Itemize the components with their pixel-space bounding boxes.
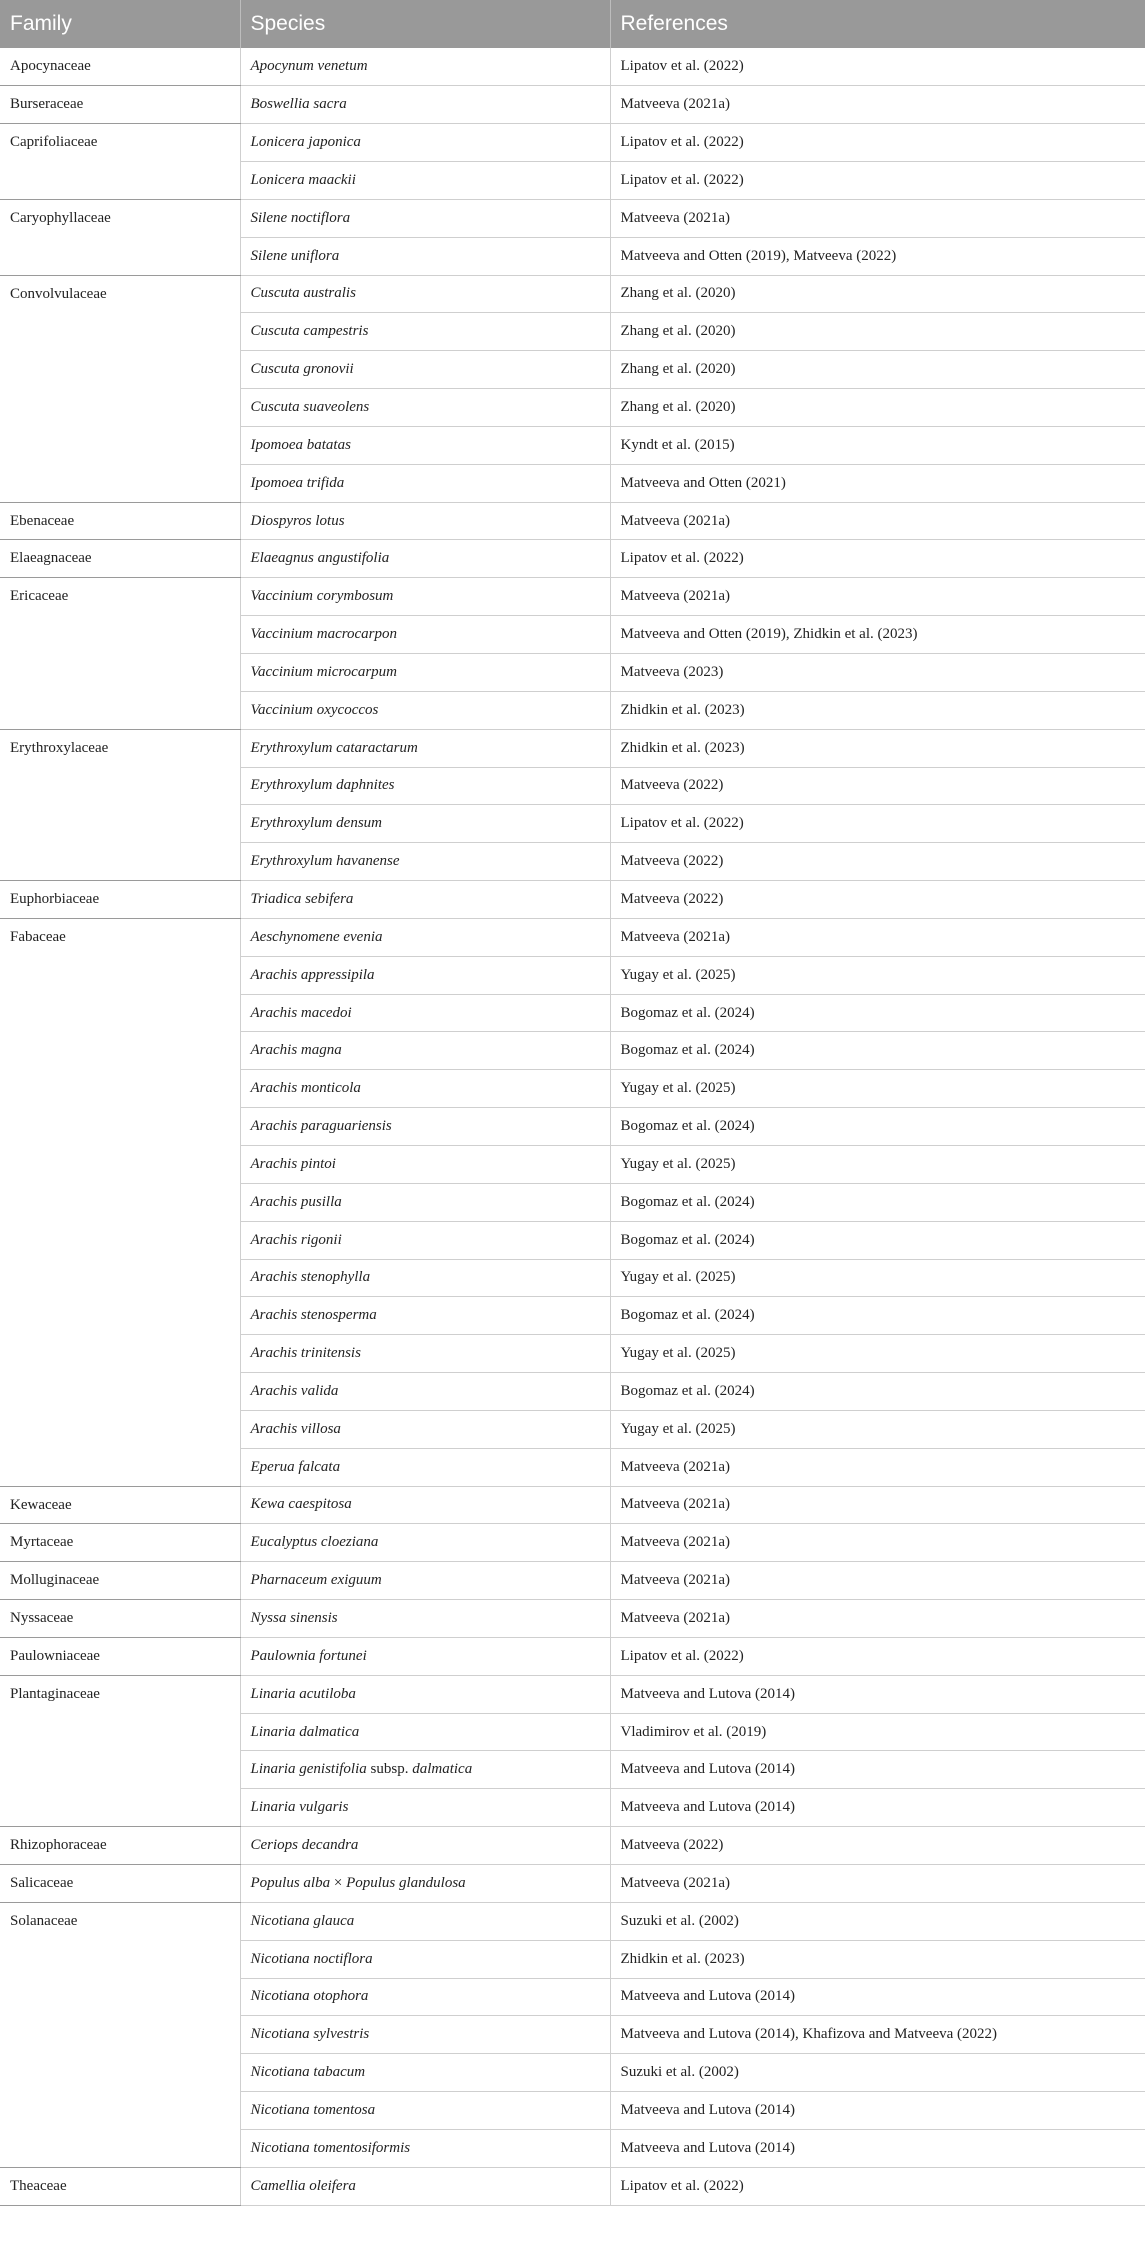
- reference-cell: Suzuki et al. (2002): [610, 1902, 1145, 1940]
- species-cell: [240, 313, 610, 351]
- species-cell: [240, 1524, 610, 1562]
- reference-cell: Zhidkin et al. (2023): [610, 729, 1145, 767]
- species-name: Arachis magna: [250, 1042, 342, 1059]
- table-row: [0, 1675, 1145, 1713]
- species-name: Lonicera maackii: [250, 171, 356, 188]
- species-name: Arachis pintoi: [250, 1155, 336, 1172]
- reference-cell: Yugay et al. (2025): [610, 1145, 1145, 1183]
- species-cell: [240, 124, 610, 162]
- table-row: [0, 1524, 1145, 1562]
- species-name: Nicotiana noctiflora: [250, 1950, 373, 1967]
- species-name: Nyssa sinensis: [250, 1610, 338, 1627]
- reference-cell: Zhang et al. (2020): [610, 313, 1145, 351]
- species-cell: [240, 654, 610, 692]
- species-name: Vaccinium macrocarpon: [250, 626, 397, 643]
- family-cell: Paulowniaceae: [0, 1637, 240, 1675]
- species-cell: [240, 2129, 610, 2167]
- species-cell: [240, 918, 610, 956]
- species-name: Camellia oleifera: [250, 2177, 356, 2194]
- reference-cell: Zhang et al. (2020): [610, 275, 1145, 313]
- species-cell: [240, 805, 610, 843]
- species-cell: [240, 578, 610, 616]
- reference-cell: Lipatov et al. (2022): [610, 1637, 1145, 1675]
- reference-cell: Matveeva and Lutova (2014): [610, 1751, 1145, 1789]
- table-row: [0, 199, 1145, 237]
- table-row: [0, 124, 1145, 162]
- species-name-tail: dalmatica: [412, 1761, 473, 1778]
- species-cell: [240, 1713, 610, 1751]
- species-name: Cuscuta australis: [250, 285, 356, 302]
- reference-cell: Bogomaz et al. (2024): [610, 1108, 1145, 1146]
- species-cell: [240, 2016, 610, 2054]
- species-name: Arachis stenosperma: [250, 1307, 377, 1324]
- species-name: Silene uniflora: [250, 247, 340, 264]
- species-cell: [240, 389, 610, 427]
- family-cell: Salicaceae: [0, 1865, 240, 1903]
- reference-cell: Vladimirov et al. (2019): [610, 1713, 1145, 1751]
- species-name: Vaccinium corymbosum: [250, 588, 394, 605]
- header-row: [0, 0, 1145, 48]
- species-cell: [240, 1978, 610, 2016]
- table-row: [0, 1902, 1145, 1940]
- header-species: Species: [240, 0, 610, 48]
- species-cell: [240, 881, 610, 919]
- species-name: Silene noctiflora: [250, 209, 351, 226]
- species-name: Nicotiana glauca: [250, 1912, 355, 1929]
- species-cell: [240, 1789, 610, 1827]
- species-cell: [240, 2054, 610, 2092]
- species-name: Ipomoea batatas: [250, 436, 351, 453]
- species-name: Erythroxylum havanense: [250, 853, 400, 870]
- reference-cell: Matveeva and Lutova (2014): [610, 1789, 1145, 1827]
- family-cell: Nyssaceae: [0, 1600, 240, 1638]
- reference-cell: Matveeva (2021a): [610, 1865, 1145, 1903]
- species-name: Eucalyptus cloeziana: [250, 1534, 379, 1551]
- species-cell: [240, 1600, 610, 1638]
- species-cell: [240, 162, 610, 200]
- family-cell: Theaceae: [0, 2167, 240, 2205]
- family-cell: Convolvulaceae: [0, 275, 240, 502]
- species-cell: [240, 351, 610, 389]
- species-cell: [240, 1865, 610, 1903]
- species-cell: [240, 729, 610, 767]
- species-name: Paulownia fortunei: [250, 1647, 367, 1664]
- species-name: Linaria dalmatica: [250, 1723, 360, 1740]
- species-name: Nicotiana tomentosiformis: [250, 2139, 411, 2156]
- species-name: Erythroxylum cataractarum: [250, 739, 418, 756]
- reference-cell: Matveeva and Lutova (2014): [610, 2092, 1145, 2130]
- species-cell: [240, 1562, 610, 1600]
- reference-cell: Zhang et al. (2020): [610, 389, 1145, 427]
- reference-cell: Lipatov et al. (2022): [610, 124, 1145, 162]
- reference-cell: Matveeva and Lutova (2014): [610, 1978, 1145, 2016]
- species-name: Lonicera japonica: [250, 134, 361, 151]
- species-cell: [240, 275, 610, 313]
- reference-cell: Matveeva and Lutova (2014): [610, 2129, 1145, 2167]
- reference-cell: Matveeva (2021a): [610, 1524, 1145, 1562]
- reference-cell: Bogomaz et al. (2024): [610, 1373, 1145, 1411]
- species-cell: [240, 1827, 610, 1865]
- table-row: [0, 2167, 1145, 2205]
- reference-cell: Matveeva (2021a): [610, 1448, 1145, 1486]
- species-cell: [240, 86, 610, 124]
- family-cell: Fabaceae: [0, 918, 240, 1486]
- species-cell: [240, 691, 610, 729]
- reference-cell: Bogomaz et al. (2024): [610, 1032, 1145, 1070]
- species-name: Arachis monticola: [250, 1080, 361, 1097]
- species-connector: ×: [330, 1874, 347, 1891]
- reference-cell: Yugay et al. (2025): [610, 1410, 1145, 1448]
- species-name: Arachis valida: [250, 1382, 339, 1399]
- species-cell: [240, 1145, 610, 1183]
- species-name: Nicotiana otophora: [250, 1988, 369, 2005]
- species-name: Cuscuta suaveolens: [250, 399, 370, 416]
- family-cell: Caprifoliaceae: [0, 124, 240, 200]
- family-cell: Solanaceae: [0, 1902, 240, 2167]
- species-name: Populus alba: [250, 1874, 331, 1891]
- species-name: Pharnaceum exiguum: [250, 1572, 382, 1589]
- table-row: [0, 540, 1145, 578]
- family-cell: Euphorbiaceae: [0, 881, 240, 919]
- family-cell: Apocynaceae: [0, 48, 240, 86]
- reference-cell: Matveeva (2021a): [610, 199, 1145, 237]
- species-name: Eperua falcata: [250, 1458, 341, 1475]
- reference-cell: Suzuki et al. (2002): [610, 2054, 1145, 2092]
- species-name: Cuscuta gronovii: [250, 361, 354, 378]
- species-name: Linaria genistifolia: [250, 1761, 367, 1778]
- family-cell: Plantaginaceae: [0, 1675, 240, 1826]
- reference-cell: Yugay et al. (2025): [610, 1070, 1145, 1108]
- family-cell: Ebenaceae: [0, 502, 240, 540]
- reference-cell: Matveeva (2021a): [610, 1562, 1145, 1600]
- reference-cell: Lipatov et al. (2022): [610, 162, 1145, 200]
- species-name: Arachis paraguariensis: [250, 1118, 392, 1135]
- species-cell: [240, 767, 610, 805]
- reference-cell: Lipatov et al. (2022): [610, 2167, 1145, 2205]
- table-row: [0, 1562, 1145, 1600]
- table-row: [0, 48, 1145, 86]
- reference-cell: Matveeva and Otten (2019), Zhidkin et al. (2023): [610, 616, 1145, 654]
- species-name: Nicotiana tabacum: [250, 2064, 366, 2081]
- reference-cell: Matveeva (2022): [610, 843, 1145, 881]
- species-cell: [240, 843, 610, 881]
- reference-cell: Matveeva (2021a): [610, 578, 1145, 616]
- species-cell: [240, 1335, 610, 1373]
- species-cell: [240, 540, 610, 578]
- species-name: Triadica sebifera: [250, 890, 354, 907]
- species-name: Arachis appressipila: [250, 966, 375, 983]
- header-family: Family: [0, 0, 240, 48]
- species-name: Diospyros lotus: [250, 512, 345, 529]
- species-name: Erythroxylum daphnites: [250, 777, 395, 794]
- family-cell: Burseraceae: [0, 86, 240, 124]
- species-name: Ipomoea trifida: [250, 474, 345, 491]
- species-name: Arachis rigonii: [250, 1231, 342, 1248]
- reference-cell: Matveeva (2022): [610, 881, 1145, 919]
- species-cell: [240, 1410, 610, 1448]
- reference-cell: Lipatov et al. (2022): [610, 540, 1145, 578]
- species-cell: [240, 426, 610, 464]
- species-name: Nicotiana sylvestris: [250, 2026, 370, 2043]
- reference-cell: Bogomaz et al. (2024): [610, 1221, 1145, 1259]
- reference-cell: Kyndt et al. (2015): [610, 426, 1145, 464]
- species-name: Elaeagnus angustifolia: [250, 550, 390, 567]
- reference-cell: Matveeva and Otten (2021): [610, 464, 1145, 502]
- species-cell: [240, 1221, 610, 1259]
- family-cell: Rhizophoraceae: [0, 1827, 240, 1865]
- reference-cell: Bogomaz et al. (2024): [610, 1183, 1145, 1221]
- table-row: [0, 578, 1145, 616]
- table-row: [0, 881, 1145, 919]
- reference-cell: Yugay et al. (2025): [610, 956, 1145, 994]
- species-cell: [240, 199, 610, 237]
- table-row: [0, 1486, 1145, 1524]
- species-cell: [240, 48, 610, 86]
- species-name: Vaccinium microcarpum: [250, 663, 397, 680]
- reference-cell: Yugay et al. (2025): [610, 1259, 1145, 1297]
- species-cell: [240, 616, 610, 654]
- reference-cell: Matveeva and Lutova (2014): [610, 1675, 1145, 1713]
- table-row: [0, 502, 1145, 540]
- table-row: [0, 1600, 1145, 1638]
- reference-cell: Lipatov et al. (2022): [610, 805, 1145, 843]
- reference-cell: Bogomaz et al. (2024): [610, 1297, 1145, 1335]
- reference-cell: Matveeva (2021a): [610, 86, 1145, 124]
- species-cell: [240, 2092, 610, 2130]
- species-cell: [240, 1032, 610, 1070]
- species-cell: [240, 1297, 610, 1335]
- species-name: Boswellia sacra: [250, 96, 347, 113]
- table-row: [0, 275, 1145, 313]
- species-name-tail: Populus glandulosa: [346, 1874, 466, 1891]
- species-cell: [240, 1940, 610, 1978]
- reference-cell: Zhidkin et al. (2023): [610, 1940, 1145, 1978]
- species-name: Cuscuta campestris: [250, 323, 369, 340]
- reference-cell: Zhidkin et al. (2023): [610, 691, 1145, 729]
- species-name: Linaria vulgaris: [250, 1799, 349, 1816]
- species-cell: [240, 1448, 610, 1486]
- reference-cell: Matveeva (2022): [610, 1827, 1145, 1865]
- family-cell: Molluginaceae: [0, 1562, 240, 1600]
- header-references: References: [610, 0, 1145, 48]
- species-name: Ceriops decandra: [250, 1837, 359, 1854]
- table-row: [0, 918, 1145, 956]
- reference-cell: Yugay et al. (2025): [610, 1335, 1145, 1373]
- table-row: [0, 1865, 1145, 1903]
- species-name: Kewa caespitosa: [250, 1496, 352, 1513]
- species-cell: [240, 237, 610, 275]
- species-cell: [240, 1259, 610, 1297]
- species-name: Nicotiana tomentosa: [250, 2101, 376, 2118]
- species-cell: [240, 2167, 610, 2205]
- species-name: Apocynum venetum: [250, 58, 368, 75]
- species-cell: [240, 956, 610, 994]
- species-connector: subsp.: [366, 1761, 413, 1778]
- table-row: [0, 1827, 1145, 1865]
- species-cell: [240, 1637, 610, 1675]
- reference-cell: Matveeva (2021a): [610, 502, 1145, 540]
- reference-cell: Bogomaz et al. (2024): [610, 994, 1145, 1032]
- table-row: [0, 1637, 1145, 1675]
- species-cell: [240, 1751, 610, 1789]
- family-cell: Myrtaceae: [0, 1524, 240, 1562]
- species-cell: [240, 1183, 610, 1221]
- species-name: Erythroxylum densum: [250, 815, 382, 832]
- family-cell: Elaeagnaceae: [0, 540, 240, 578]
- reference-cell: Matveeva (2021a): [610, 1486, 1145, 1524]
- species-name: Vaccinium oxycoccos: [250, 701, 379, 718]
- species-cell: [240, 464, 610, 502]
- reference-cell: Zhang et al. (2020): [610, 351, 1145, 389]
- species-name: Arachis trinitensis: [250, 1345, 361, 1362]
- species-cell: [240, 1675, 610, 1713]
- table-row: [0, 729, 1145, 767]
- reference-cell: Lipatov et al. (2022): [610, 48, 1145, 86]
- species-cell: [240, 1902, 610, 1940]
- species-cell: [240, 1108, 610, 1146]
- species-cell: [240, 1373, 610, 1411]
- species-cell: [240, 502, 610, 540]
- reference-cell: Matveeva (2023): [610, 654, 1145, 692]
- reference-cell: Matveeva (2021a): [610, 918, 1145, 956]
- species-cell: [240, 994, 610, 1032]
- reference-cell: Matveeva and Otten (2019), Matveeva (2022): [610, 237, 1145, 275]
- species-cell: [240, 1486, 610, 1524]
- family-cell: Ericaceae: [0, 578, 240, 729]
- species-name: Arachis villosa: [250, 1420, 341, 1437]
- family-cell: Erythroxylaceae: [0, 729, 240, 880]
- table-row: [0, 86, 1145, 124]
- species-name: Arachis pusilla: [250, 1193, 342, 1210]
- species-name: Arachis stenophylla: [250, 1269, 371, 1286]
- species-name: Linaria acutiloba: [250, 1685, 356, 1702]
- species-cell: [240, 1070, 610, 1108]
- reference-cell: Matveeva (2022): [610, 767, 1145, 805]
- family-cell: Kewaceae: [0, 1486, 240, 1524]
- family-cell: Caryophyllaceae: [0, 199, 240, 275]
- species-name: Arachis macedoi: [250, 1004, 352, 1021]
- table-header: [0, 0, 1145, 48]
- reference-cell: Matveeva and Lutova (2014), Khafizova and Matveeva (2022): [610, 2016, 1145, 2054]
- reference-cell: Matveeva (2021a): [610, 1600, 1145, 1638]
- species-name: Aeschynomene evenia: [250, 928, 383, 945]
- table-body: [0, 48, 1145, 2205]
